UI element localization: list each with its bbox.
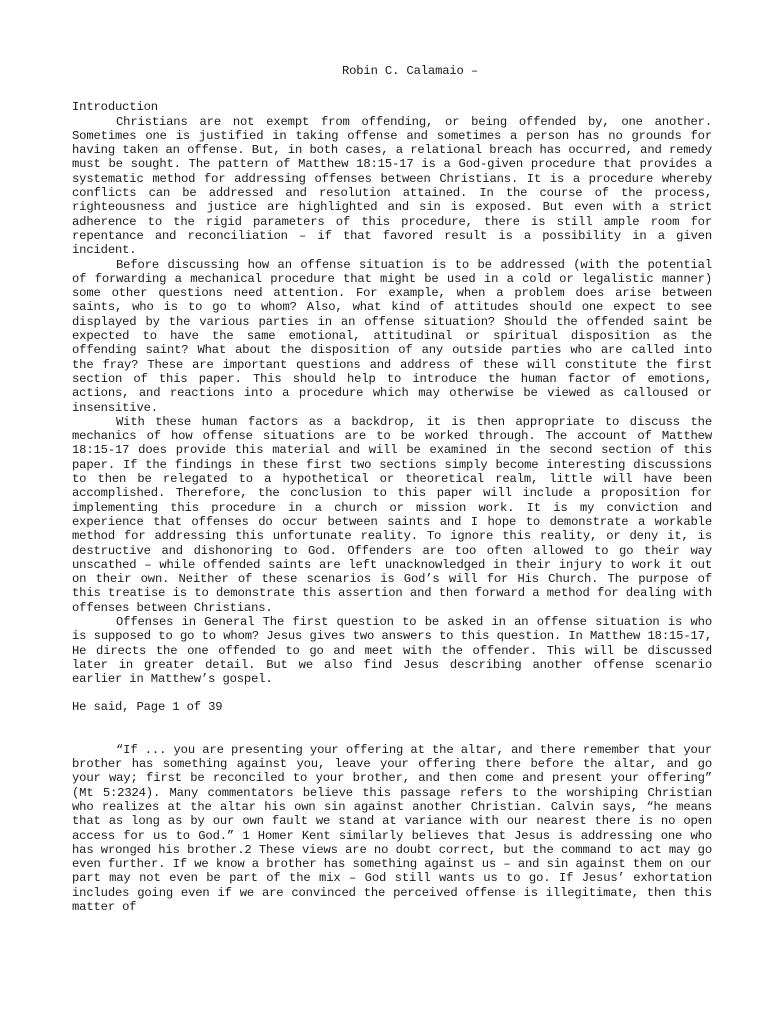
paragraph-3: With these human factors as a backdrop, it is then appropriate to discuss the mechanics of how offense situations are to be worked through. The account of Matthew 18:15-17 does provide this material and will be examined in the second section of this paper. If the findings in these first two sections simply become interesting discussions to then be relegated to a hypothetical or theoretical realm, little will have been accomplished. Therefore, the conclusion to this paper will include a proposition for implementing this procedure in a church or mission work. It is my conviction and experience that offenses do occur between saints and I hope to demonstrate a workable method for addressing this unfortunate reality. To ignore this reality, or deny it, is destructive and dishonoring to God. Offenders are too often allowed to go their way unscathed – while offended saints are left unacknowledged in their injury to work it out on their own. Neither of these scenarios is God’s will for His Church. The purpose of this treatise is to demonstrate this assertion and then forward a method for dealing with offenses between Christians.	[72, 414, 712, 615]
continuation-paragraph: “If ... you are presenting your offering at the altar, and there remember that your brother has something against you, leave your offering there before the altar, and go your way; first be reconciled to your brother, and then come and present your offering” (Mt 5:2324). Many commentators believe this passage refers to the worshiping Christian who realizes at the altar his own sin against another Christian. Calvin says, “he means that as long as by our own fault we stand at variance with our nearest there is no open access for us to God.” 1 Homer Kent similarly believes that Jesus is addressing one who has wronged his brother.2 These views are no doubt correct, but the command to act may go even further. If we know a brother has something against us – and sin against them on our part may not even be part of the mix – God still wants us to go. If Jesus’ exhortation includes going even if we are convinced the perceived offense is illegitimate, then this matter of	[72, 742, 712, 915]
author-line: Robin C. Calamaio –	[341, 64, 479, 78]
paragraph-4: Offenses in General The first question to be asked in an offense situation is who is supposed to go to whom? Jesus gives two answers to this question. In Matthew 18:15-17, He directs the one offended to go and meet with the offender. This will be discussed later in greater detail. But we also find Jesus describing another offense scenario earlier in Matthew’s gospel.	[72, 614, 712, 687]
document-page	[72, 64, 712, 914]
paragraph-1: Christians are not exempt from offending, or being offended by, one another. Sometimes one is justified in taking offense and sometimes a person has no grounds for having taken an offense. But, in both cases, a relational breach has occurred, and remedy must be sought. The pattern of Matthew 18:15-17 is a God-given procedure that provides a systematic method for addressing offenses between Christians. It is a procedure whereby conflicts can be addressed and resolution attained. In the course of the process, righteousness and justice are highlighted and sin is exposed. But even with a strict adherence to the rigid parameters of this procedure, there is still ample room for repentance and reconciliation – if that favored result is a possibility in a given incident.	[72, 114, 712, 258]
paragraph-2: Before discussing how an offense situation is to be addressed (with the potential of forwarding a mechanical procedure that might be used in a cold or legalistic manner) some other questions need attention. For example, when a problem does arise between saints, who is to go to whom? Also, what kind of attitudes should one expect to see displayed by the various parties in an offense situation? Should the offended saint be expected to have the same emotional, attitudinal or spiritual disposition as the offending saint? What about the disposition of any outside parties who are called into the fray? These are important questions and address of these will constitute the first section of this paper. This should help to introduce the human factor of emotions, actions, and reactions into a procedure which may otherwise be viewed as calloused or insensitive.	[72, 257, 712, 415]
section-heading: Introduction	[72, 100, 158, 115]
page-marker: He said, Page 1 of 39	[72, 700, 223, 715]
